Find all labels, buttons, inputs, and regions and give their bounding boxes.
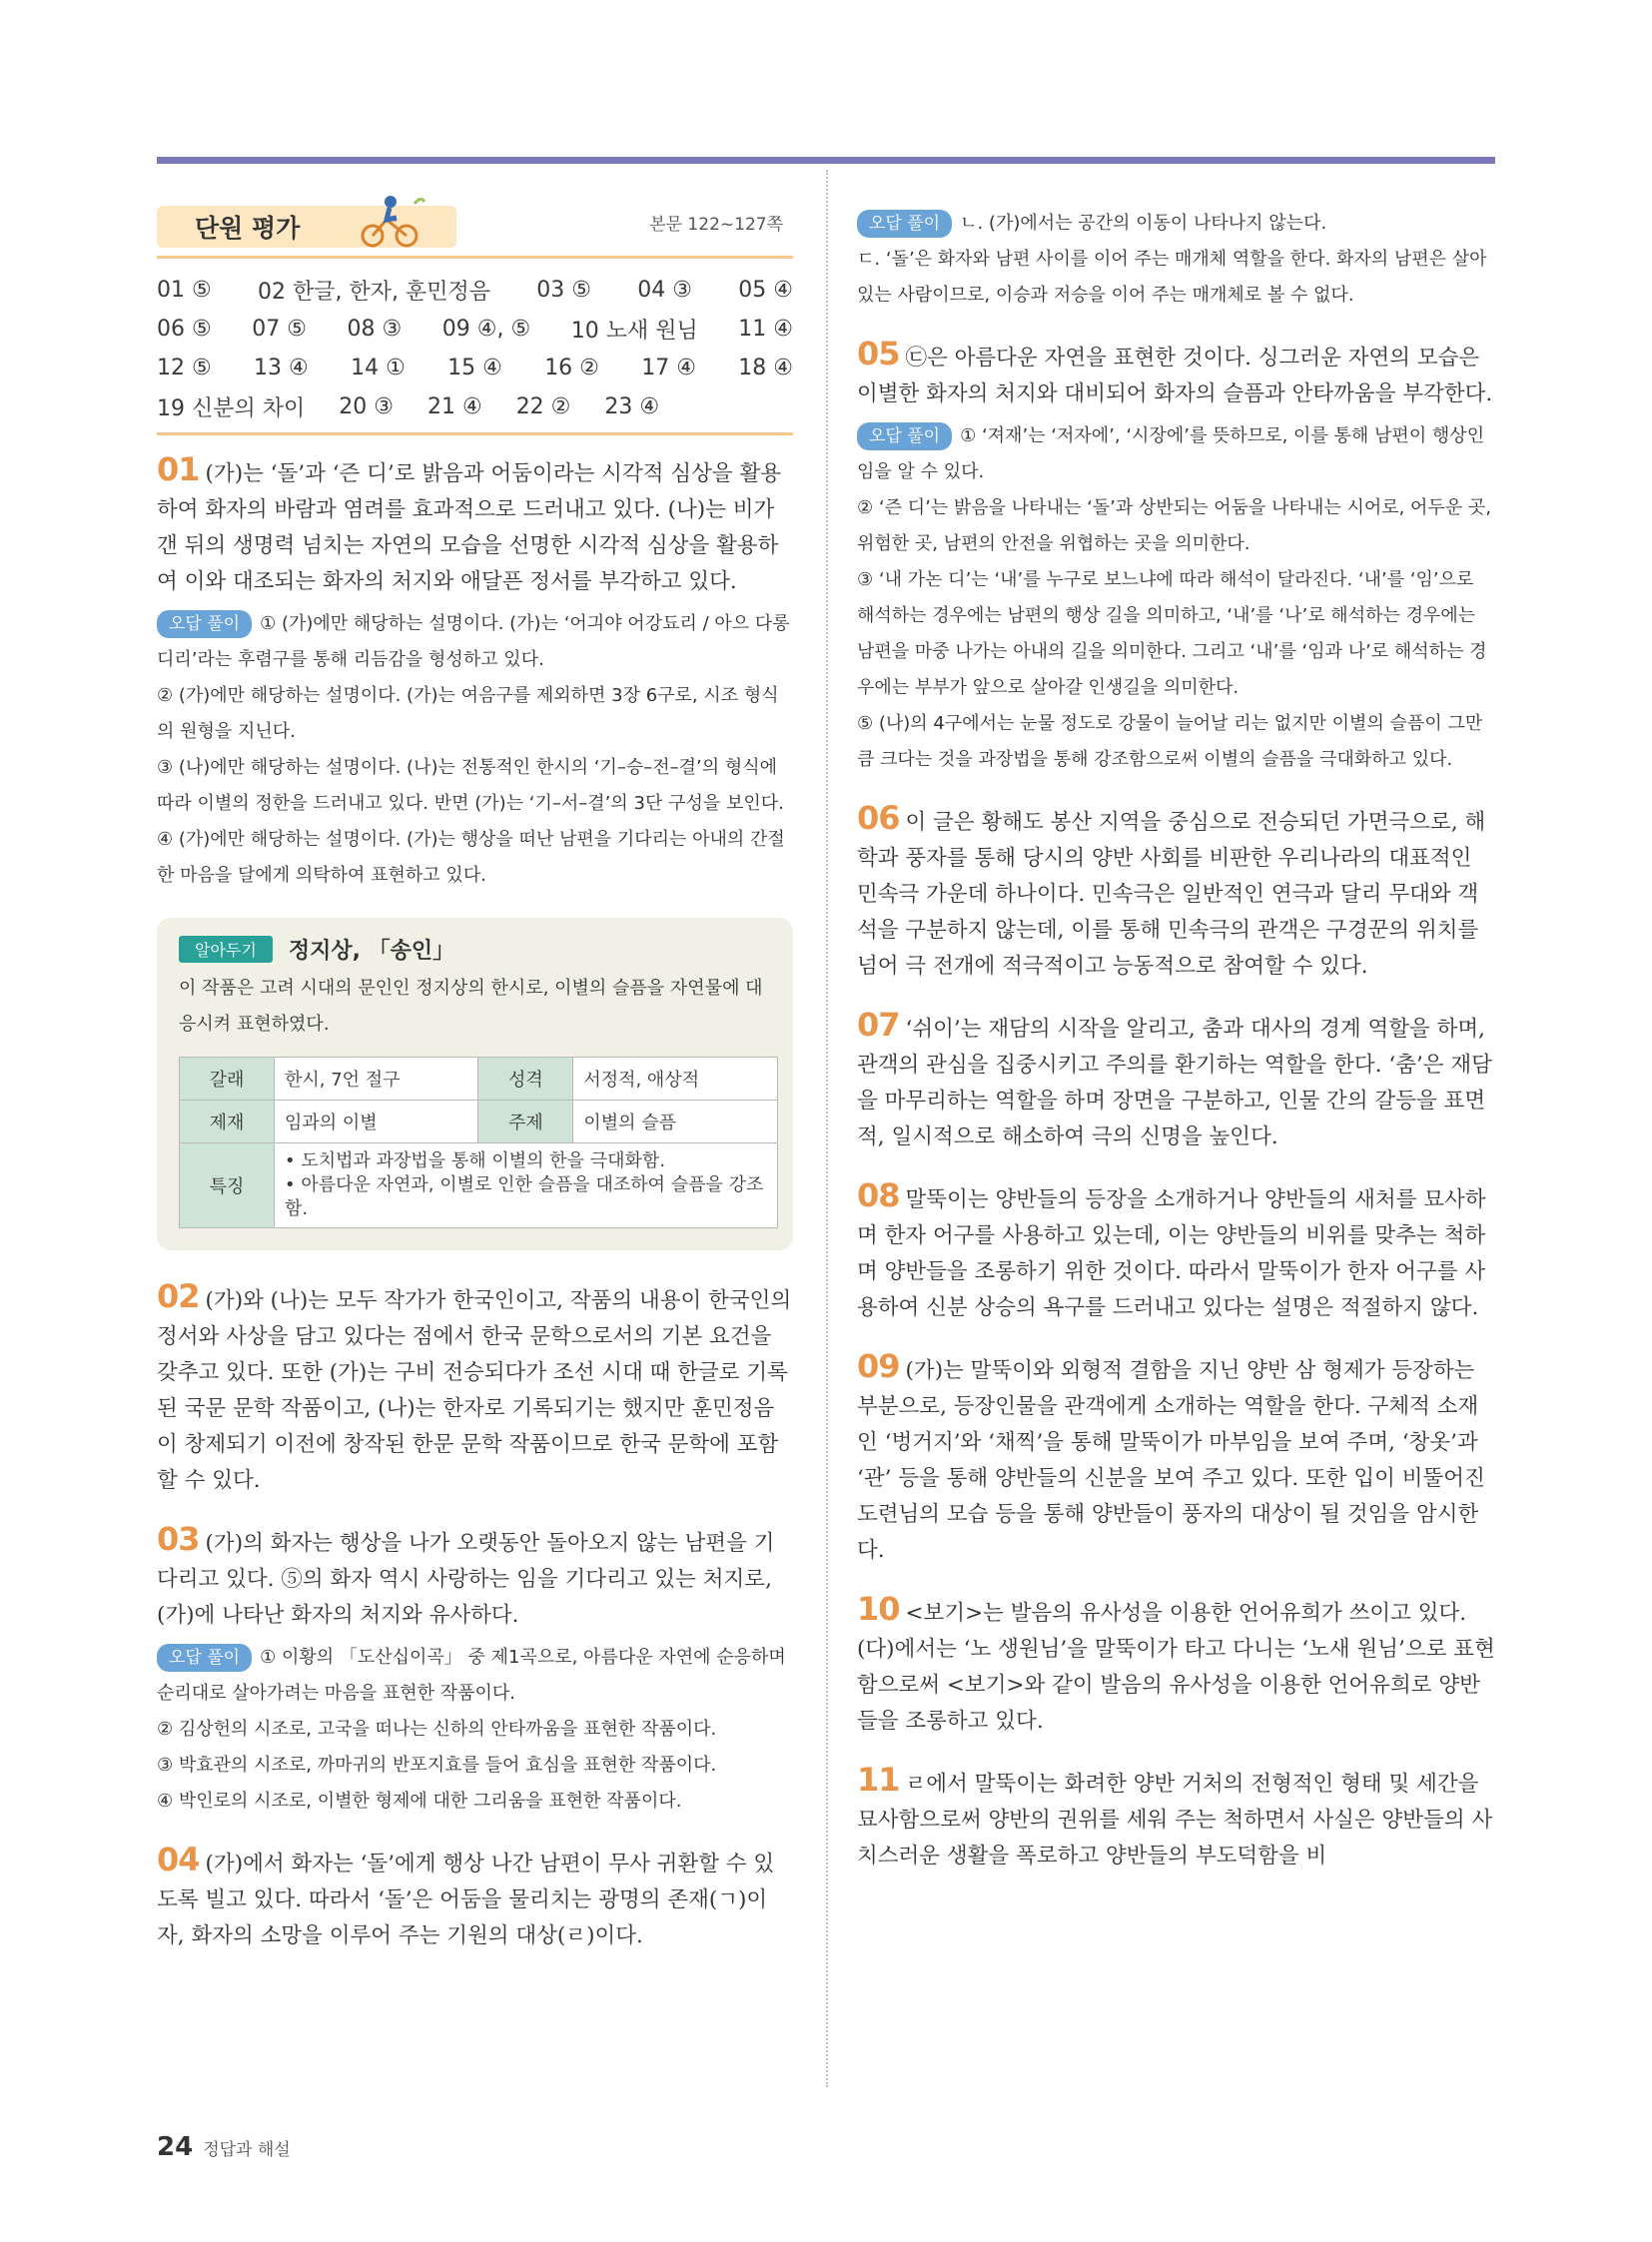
explanation-body: ㉢은 아름다운 자연을 표현한 것이다. 싱그러운 자연의 모습은 이별한 화자의 처지와 대비되어 화자의 슬픔과 안타까움을 부각한다. [857, 346, 1493, 406]
wrong-line: ㄷ. ‘돌’은 화자와 남편 사이를 이어 주는 매개체 역할을 한다. 화자의 남편은 살아 있는 사람이므로, 이승과 저승을 이어 주는 매개체로 볼 수 없다. [857, 249, 1487, 306]
explanation-body: (가)에서 화자는 ‘돌’에게 행상 나간 남편이 무사 귀환할 수 있도록 빌고 있다. 따라서 ‘돌’은 어둠을 물리치는 광명의 존재(ㄱ)이자, 화자의 소망을 이루어 주는 기원의 대상(ㄹ)이다. [157, 1852, 775, 1948]
unit-title: 단원 평가 [157, 206, 456, 248]
wrong-badge: 오답 풀이 [857, 422, 952, 450]
table-header: 제재 [180, 1101, 275, 1143]
wrong-line: ③ ‘내 가논 디’는 ‘내’를 누구로 보느냐에 따라 해석이 달라진다. ‘내’를 ‘임’으로 해석하는 경우에는 남편의 행상 길을 의미하고, ‘내’를 ‘나’로 해석하는 경우에는 남편을 마중 나가는 아내의 길을 의미한다. 그리고 ‘내’를 ‘임과 나’로 해석하는 경우에는 부부가 앞으로 살아갈 인생길을 의미한다. [857, 569, 1487, 698]
table-row [180, 1143, 778, 1228]
feature-line: • 아름다운 자연과, 이별로 인한 슬픔을 대조하여 슬픔을 강조함. [285, 1174, 764, 1219]
answer: 22 ② [515, 394, 571, 419]
table-cell: 한시, 7언 절구 [275, 1058, 478, 1101]
explanation-text [857, 1591, 1496, 1740]
explanation-text [857, 336, 1496, 412]
wrong-line-text: ① 이황의 「도산십이곡」 중 제1곡으로, 아름다운 자연에 순응하며 순리대로 살아가려는 마음을 표현한 작품이다. [157, 1647, 786, 1704]
wrong-line-text: ① (가)에만 해당하는 설명이다. (가)는 ‘어긔야 어강됴리 / 아으 다롱디리’라는 후렴구를 통해 리듬감을 형성하고 있다. [157, 613, 790, 670]
wrong-badge: 오답 풀이 [857, 210, 952, 238]
answer: 01 ⑤ [157, 278, 212, 303]
info-title: 정지상, 「송인」 [288, 939, 455, 964]
explanation-body: (가)는 말뚝이와 외형적 결함을 지닌 양반 삼 형제가 등장하는 부분으로, 등장인물을 관객에게 소개하는 역할을 한다. 구체적 소재인 ‘벙거지’와 ‘채찍’을 통해 말뚝이가 마부임을 보여 주며, ‘창옷’과 ‘관’ 등을 통해 양반들의 신분을 보여 주고 있다. 또한 입이 비뚤어진 도련님의 모습 등을 통해 양반들이 풍자의 대상이 될 것임을 암시한다. [857, 1358, 1485, 1563]
explanation-text [857, 1762, 1496, 1874]
wrong-answer-notes [857, 418, 1496, 778]
info-badge: 알아두기 [179, 936, 273, 963]
table-row [180, 1101, 778, 1143]
info-box-header [179, 934, 771, 965]
answer: 07 ⑤ [252, 317, 307, 342]
answer-key [157, 271, 793, 435]
wrong-line [157, 1640, 793, 1712]
explanation-body: ‘쉬이’는 재담의 시작을 알리고, 춤과 대사의 경계 역할을 하며, 관객의 관심을 집중시키고 주의를 환기하는 역할을 한다. ‘춤’은 재담을 마무리하는 역할을 하며 장면을 구분하고, 인물 간의 갈등을 표면적, 일시적으로 해소하여 극의 신명을 높인다. [857, 1017, 1492, 1149]
question-number: 07 [857, 1006, 900, 1044]
answer: 23 ④ [604, 394, 660, 419]
wrong-line: ⑤ (나)의 4구에서는 눈물 정도로 강물이 늘어날 리는 없지만 이별의 슬픔이 그만큼 크다는 것을 과장법을 통해 강조함으로써 이별의 슬픔을 극대화하고 있다. [857, 713, 1483, 770]
page-footer [157, 2132, 291, 2162]
info-body: 이 작품은 고려 시대의 문인인 정지상의 한시로, 이별의 슬픔을 자연물에 대응시켜 표현하였다. [179, 978, 763, 1035]
answer: 19 신분의 차이 [157, 396, 306, 421]
feature-line: • 도치법과 과장법을 통해 이별의 한을 극대화함. [285, 1150, 666, 1171]
wrong-line: ② ‘즌 디’는 밝음을 나타내는 ‘돌’과 상반되는 어둠을 나타내는 시어로, 어두운 곳, 위험한 곳, 남편의 안전을 위협하는 곳을 의미한다. [857, 497, 1492, 554]
explanation-body: 말뚝이는 양반들의 등장을 소개하거나 양반들의 새처를 묘사하며 한자 어구를 사용하고 있는데, 이는 양반들의 비위를 맞추는 척하며 양반들을 조롱하기 위한 것이다. 따라서 말뚝이가 한자 어구를 사용하여 신분 상승의 욕구를 드러내고 있다는 설명은 적절하지 않다. [857, 1187, 1486, 1320]
wrong-line: ③ (나)에만 해당하는 설명이다. (나)는 전통적인 한시의 ‘기–승–전–결’의 형식에 따라 이별의 정한을 드러내고 있다. 반면 (가)는 ‘기–서–결’의 3단 구성을 보인다. [157, 757, 784, 814]
table-header: 특징 [180, 1143, 275, 1228]
explanation-body: 이 글은 황해도 봉산 지역을 중심으로 전승되던 가면극으로, 해학과 풍자를 통해 당시의 양반 사회를 비판한 우리나라의 대표적인 민속극 가운데 하나이다. 민속극은 일반적인 연극과 달리 무대와 객석을 구분하지 않는데, 이를 통해 민속극의 관객은 구경꾼의 위치를 넘어 극 전개에 적극적이고 능동적으로 참여할 수 있다. [857, 810, 1486, 979]
table-header: 주제 [478, 1101, 573, 1143]
explanation-text [157, 1521, 793, 1634]
explanation-text [857, 1177, 1496, 1326]
answer: 12 ⑤ [157, 356, 212, 380]
answer: 02 한글, 한자, 훈민정음 [258, 280, 490, 305]
explanation-text [857, 800, 1496, 985]
explanation-text [857, 1007, 1496, 1155]
question-number: 05 [857, 335, 900, 373]
explanation-body: <보기>는 발음의 유사성을 이용한 언어유희가 쓰이고 있다. (다)에서는 ‘노 생원님’을 말뚝이가 타고 다니는 ‘노새 원님’으로 표현함으로써 <보기>와 같이 발음의 유사성을 이용한 언어유희로 양반들을 조롱하고 있다. [857, 1601, 1495, 1734]
wrong-line: ④ 박인로의 시조로, 이별한 형제에 대한 그리움을 표현한 작품이다. [157, 1791, 682, 1812]
answer: 04 ③ [637, 278, 692, 303]
answer: 06 ⑤ [157, 317, 212, 342]
question-number: 04 [157, 1841, 200, 1878]
answer: 08 ③ [347, 317, 403, 342]
explanation-11 [857, 1762, 1496, 1874]
answer-row [157, 271, 793, 310]
answer: 10 노새 원님 [570, 319, 698, 344]
explanation-01 [157, 451, 793, 894]
column-divider [826, 170, 828, 2087]
unit-header [157, 200, 793, 259]
explanation-08 [857, 1177, 1496, 1326]
table-header: 성격 [478, 1058, 573, 1101]
wrong-badge: 오답 풀이 [157, 610, 252, 638]
answer: 20 ③ [339, 394, 394, 419]
table-cell: 서정적, 애상적 [573, 1058, 778, 1101]
answer: 21 ④ [426, 394, 482, 419]
wrong-line-text: ㄴ. (가)에서는 공간의 이동이 나타나지 않는다. [960, 213, 1327, 234]
explanation-05 [857, 336, 1496, 778]
question-number: 08 [857, 1176, 900, 1214]
wrong-line [157, 606, 793, 678]
answer: 18 ④ [738, 356, 793, 380]
explanation-06 [857, 800, 1496, 985]
explanation-text [857, 1348, 1496, 1569]
question-number: 06 [857, 799, 900, 837]
explanation-10 [857, 1591, 1496, 1740]
explanation-body: ㄹ에서 말뚝이는 화려한 양반 거처의 전형적인 형태 및 세간을 묘사함으로써 양반의 권위를 세워 주는 척하면서 사실은 양반들의 사치스러운 생활을 폭로하고 양반들의 부도덕함을 비 [857, 1772, 1493, 1868]
explanation-04 [157, 1842, 793, 1954]
left-column [157, 200, 793, 1954]
right-column [857, 206, 1496, 1874]
wrong-answer-notes [157, 606, 793, 894]
answer: 05 ④ [738, 278, 793, 303]
table-cell: 이별의 슬픔 [573, 1101, 778, 1143]
explanation-body: (가)와 (나)는 모두 작가가 한국인이고, 작품의 내용이 한국인의 정서와 사상을 담고 있다는 점에서 한국 문학으로서의 기본 요건을 갖추고 있다. 또한 (가)는 구비 전승되다가 조선 시대 때 한글로 기록된 국문 문학 작품이고, (나)는 한자로 기록되기는 했지만 훈민정음이 창제되기 이전에 창작된 한문 문학 작품이므로 한국 문학에 포함할 수 있다. [157, 1288, 792, 1493]
wrong-line: ③ 박효관의 시조로, 까마귀의 반포지효를 들어 효심을 표현한 작품이다. [157, 1755, 717, 1776]
explanation-body: (가)의 화자는 행상을 나가 오랫동안 돌아오지 않는 남편을 기다리고 있다. ⑤의 화자 역시 사랑하는 임을 기다리고 있는 처지로, (가)에 나타난 화자의 처지와 유사하다. [157, 1531, 775, 1628]
unit-page-range: 본문 122~127쪽 [649, 215, 783, 235]
footer-label: 정답과 해설 [203, 2140, 291, 2160]
answer: 16 ② [544, 356, 599, 380]
question-number: 03 [157, 1520, 200, 1558]
explanation-body: (가)는 ‘돌’과 ‘즌 디’로 밝음과 어둠이라는 시각적 심상을 활용하여 화자의 바람과 염려를 효과적으로 드러내고 있다. (나)는 비가 갠 뒤의 생명력 넘치는 자연의 모습을 선명한 시각적 심상을 활용하여 이와 대조되는 화자의 처지와 애달픈 정서를 부각하고 있다. [157, 461, 782, 594]
answer: 15 ④ [447, 356, 502, 380]
question-number: 02 [157, 1277, 200, 1315]
wrong-answer-notes-04 [857, 206, 1496, 314]
table-cell [275, 1143, 778, 1228]
wrong-answer-notes [157, 1640, 793, 1820]
question-number: 10 [857, 1590, 900, 1628]
question-number: 01 [157, 450, 200, 488]
table-header: 갈래 [180, 1058, 275, 1101]
wrong-line [857, 206, 1496, 242]
cyclist-icon [357, 190, 426, 250]
answer-row [157, 349, 793, 387]
answer-row [157, 310, 793, 349]
explanation-text [157, 451, 793, 600]
answer: 03 ⑤ [536, 278, 591, 303]
answer-separator [157, 432, 793, 435]
explanation-text [157, 1842, 793, 1954]
table-cell: 임과의 이별 [275, 1101, 478, 1143]
explanation-02 [157, 1278, 793, 1499]
wrong-badge: 오답 풀이 [157, 1644, 252, 1672]
answer: 13 ④ [254, 356, 309, 380]
explanation-09 [857, 1348, 1496, 1569]
explanation-03 [157, 1521, 793, 1820]
answer: 09 ④, ⑤ [441, 317, 531, 342]
wrong-line-text: ① ‘져재’는 ‘저자에’, ‘시장에’를 뜻하므로, 이를 통해 남편이 행상인임을 알 수 있다. [857, 425, 1485, 482]
question-number: 11 [857, 1761, 900, 1799]
answer-row [157, 387, 793, 426]
top-rule [157, 157, 1495, 164]
explanation-07 [857, 1007, 1496, 1155]
answer: 17 ④ [641, 356, 696, 380]
question-number: 09 [857, 1347, 900, 1385]
table-row [180, 1058, 778, 1101]
work-summary-table [179, 1057, 778, 1228]
wrong-line: ② 김상헌의 시조로, 고국을 떠나는 신하의 안타까움을 표현한 작품이다. [157, 1719, 717, 1740]
wrong-line [857, 418, 1496, 490]
wrong-line: ④ (가)에만 해당하는 설명이다. (가)는 행상을 떠난 남편을 기다리는 아내의 간절한 마음을 달에게 의탁하여 표현하고 있다. [157, 829, 785, 886]
wrong-line: ② (가)에만 해당하는 설명이다. (가)는 여음구를 제외하면 3장 6구로, 시조 형식의 원형을 지닌다. [157, 685, 779, 742]
answer: 14 ① [351, 356, 406, 380]
explanation-text [157, 1278, 793, 1499]
page-number: 24 [157, 2132, 194, 2162]
info-box [157, 918, 793, 1250]
answer: 11 ④ [738, 317, 793, 342]
